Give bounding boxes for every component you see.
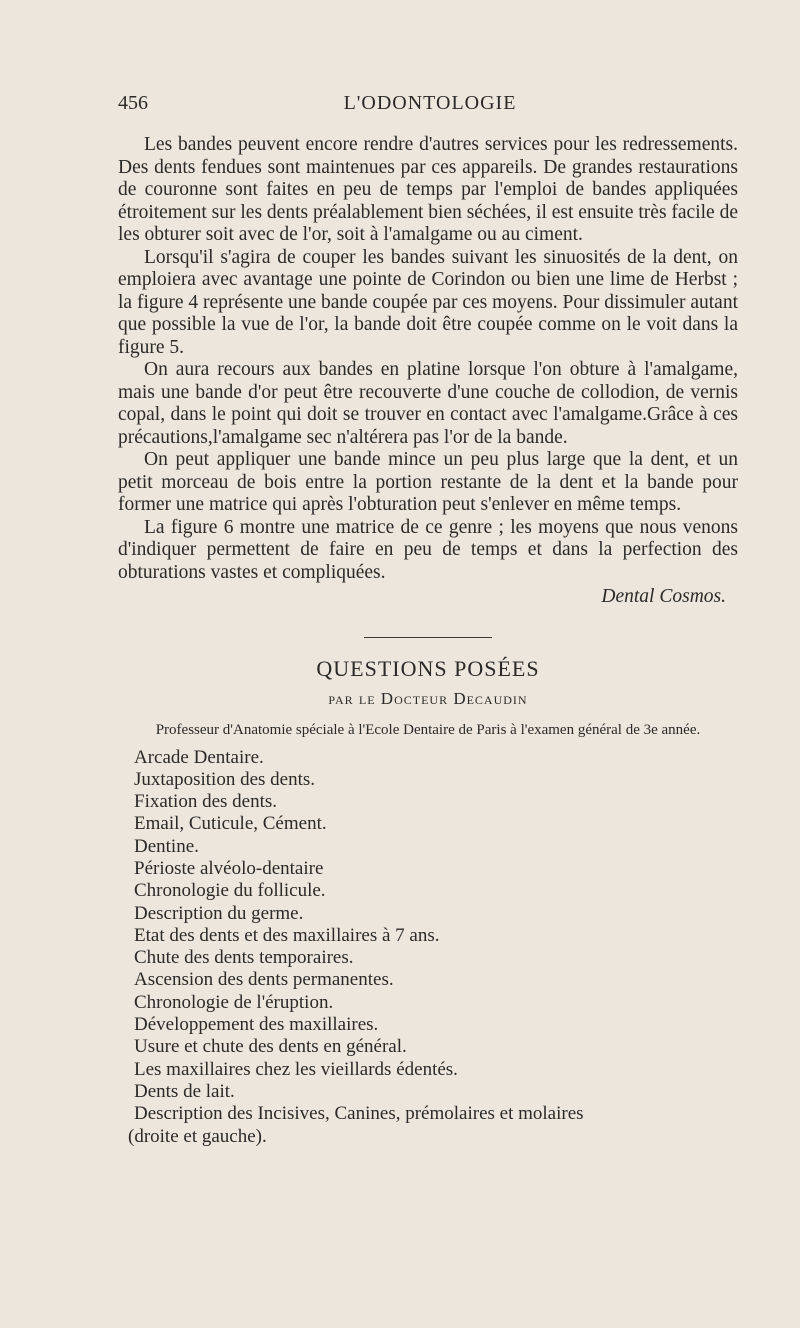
questions-list [128, 746, 738, 1148]
section-author: par le Docteur Decaudin [328, 689, 528, 708]
running-title: L'ODONTOLOGIE [343, 92, 517, 114]
page-header [118, 92, 742, 122]
paragraph: Lorsqu'il s'agira de couper les bandes suivant les sinuosités de la dent, on emploiera avec avantage une pointe de Corindon ou bien une lime de Herbst ; la figure 4 représente une bande coupée par ces moyens. Pour dissimuler autant que possible la vue de l'or, la bande doit être coupée comme on le voit dans la figure 5. [118, 246, 738, 358]
article-signature: Dental Cosmos. [601, 586, 726, 607]
list-item: Développement des maxillaires. [134, 1014, 379, 1036]
list-item: Dents de lait. [134, 1080, 235, 1102]
article-text [118, 134, 738, 609]
list-item: Chute des dents temporaires. [134, 947, 354, 969]
list-item: Email, Cuticule, Cément. [134, 813, 327, 835]
list-item: Juxtaposition des dents. [134, 768, 316, 790]
list-item: Chronologie du follicule. [134, 880, 326, 902]
section-subtitle: Professeur d'Anatomie spéciale à l'Ecole Dentaire de Paris à l'examen général de 3e année. [155, 721, 701, 738]
paragraph: La figure 6 montre une matrice de ce genre ; les moyens que nous venons d'indiquer permettent de faire en peu de temps et dans la perfection des obturations vastes et compliquées. [118, 516, 738, 583]
list-item-continuation: (droite et gauche). [128, 1125, 267, 1147]
list-item-line: Description des Incisives, Canines, prémolaires et molaires [134, 1103, 584, 1125]
section-title: QUESTIONS POSÉES [316, 655, 540, 681]
list-item: Périoste alvéolo-dentaire [134, 857, 324, 879]
page-number: 456 [118, 92, 148, 114]
list-item: Description du germe. [134, 902, 304, 924]
list-item [128, 1103, 738, 1148]
paragraph: On peut appliquer une bande mince un peu plus large que la dent, et un petit morceau de bois entre la portion restante de la dent et la bande pour former une matrice qui après l'obturation peut s'enlever en même temps. [118, 449, 738, 515]
paragraph: Les bandes peuvent encore rendre d'autres services pour les redressements. Des dents fendues sont maintenues par ces appareils. De grandes restaurations de couronne sont faites en peu de temps par l'emploi de bandes appliquées étroitement sur les dents préalablement bien séchées, il est ensuite très facile de les obturer soit avec de l'or, soit à l'amalgame ou au ciment. [118, 134, 738, 245]
list-item: Usure et chute des dents en général. [134, 1036, 407, 1058]
list-item: Les maxillaires chez les vieillards édentés. [134, 1058, 458, 1080]
section-divider [364, 637, 492, 638]
questions-section [118, 655, 738, 1148]
list-item: Ascension des dents permanentes. [134, 969, 394, 991]
paragraph: On aura recours aux bandes en platine lorsque l'on obture à l'amalgame, mais une bande d'or peut être recouverte d'une couche de collodion, de vernis copal, dans le point qui doit se trouver en contact avec l'amalgame.Grâce à ces précautions,l'amalgame sec n'altérera pas l'or de la bande. [118, 359, 738, 448]
list-item: Fixation des dents. [134, 791, 278, 813]
list-item: Dentine. [134, 835, 199, 857]
list-item: Arcade Dentaire. [134, 746, 264, 768]
list-item: Chronologie de l'éruption. [134, 991, 334, 1013]
page-body [118, 134, 738, 1148]
list-item: Etat des dents et des maxillaires à 7 ans. [134, 924, 440, 946]
